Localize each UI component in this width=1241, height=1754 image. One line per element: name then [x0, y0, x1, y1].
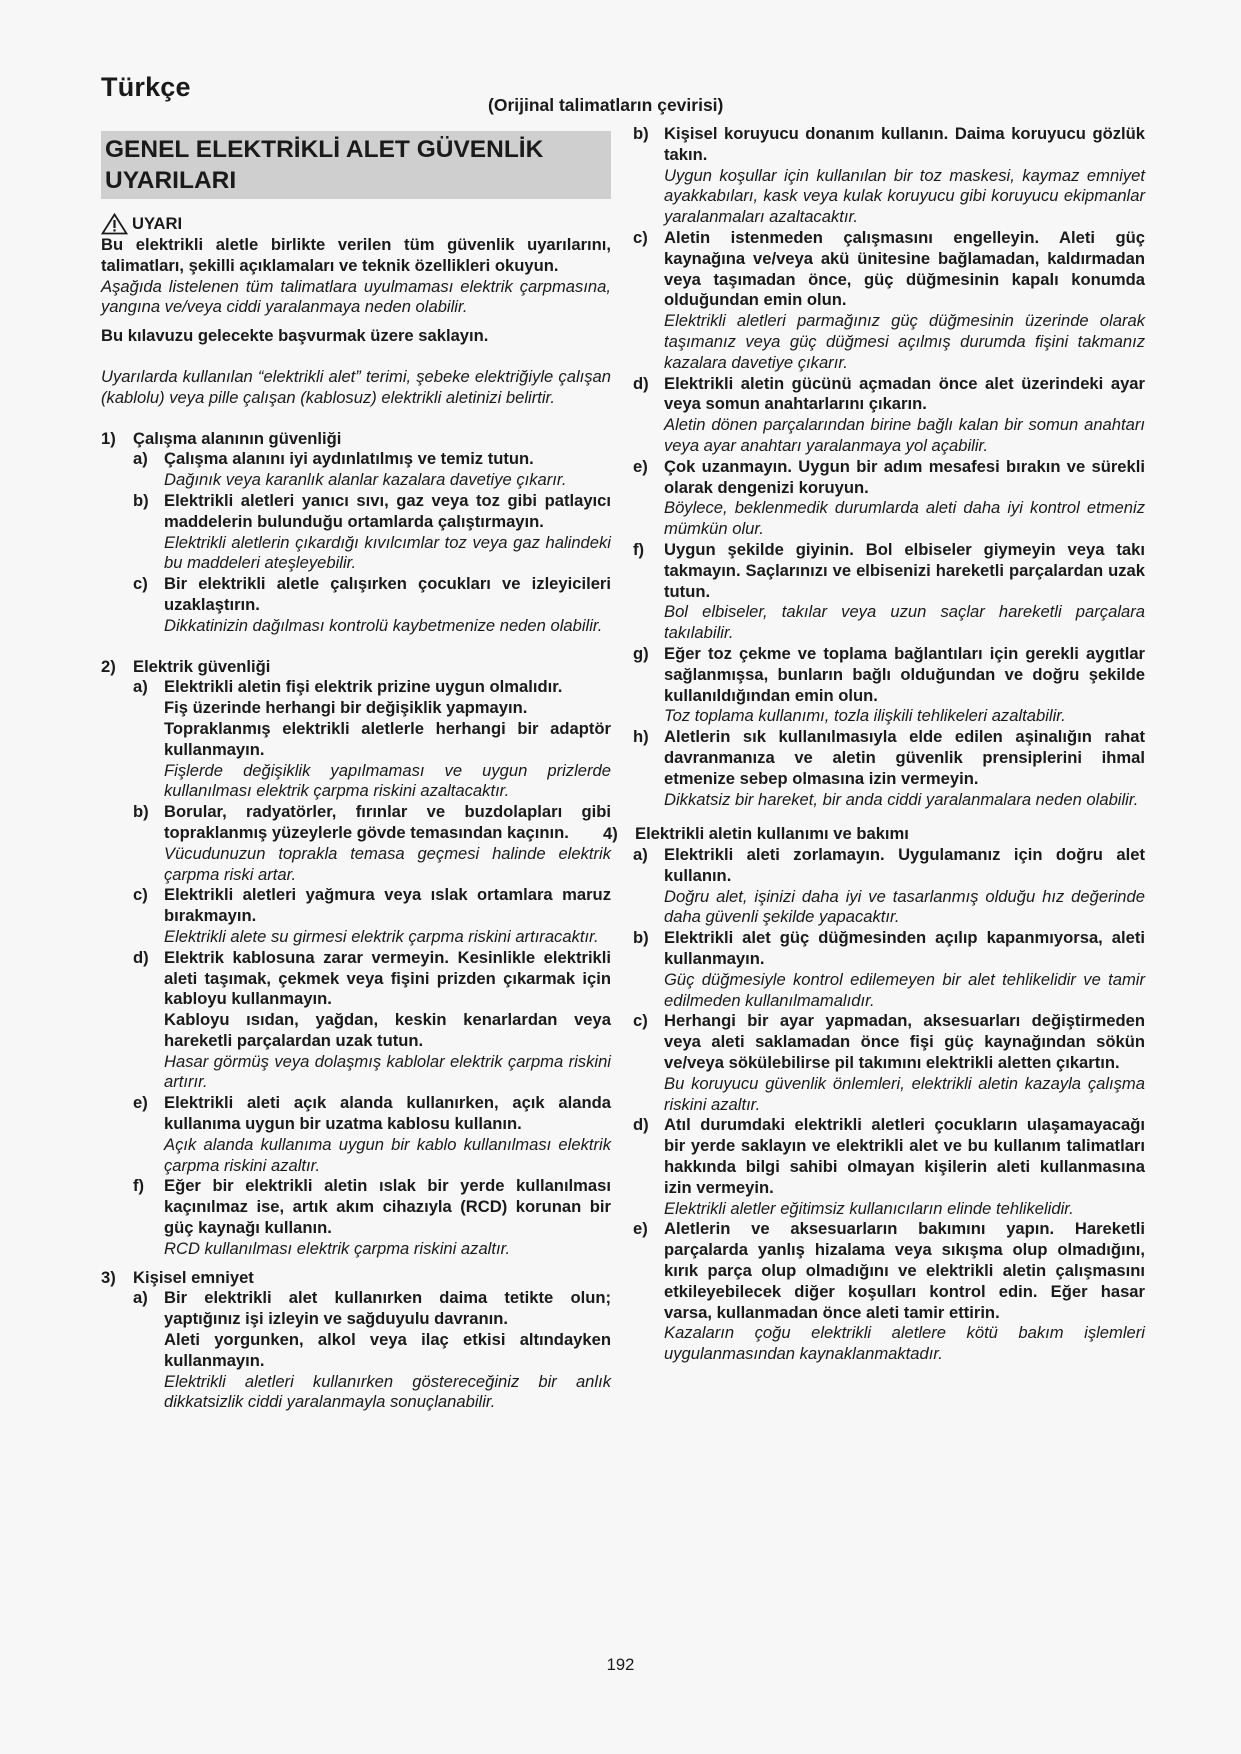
item-label: c) [133, 885, 148, 905]
item-explanation: Dikkatinizin dağılması kontrolü kaybetmenize neden olabilir. [164, 615, 603, 635]
item-label: e) [133, 1093, 148, 1113]
item-instruction: Çalışma alanını iyi aydınlatılmış ve temiz tutun. [164, 449, 534, 469]
item-label: b) [133, 490, 149, 510]
item-explanation: Dağınık veya karanlık alanlar kazalara davetiye çıkarır. [164, 470, 567, 490]
item-explanation: Kazaların çoğu elektrikli aletlere kötü bakım işlemleri uygulanmasından kaynaklanmaktadır. [664, 1323, 1145, 1364]
item-instruction: Uygun şekilde giyinin. Bol elbiseler giymeyin veya takı takmayın. Saçlarınızı ve elbisenizi hareketli parçalardan uzak tutun. [664, 539, 1145, 601]
section-heading [101, 1268, 611, 1289]
list-item [133, 948, 611, 1094]
item-explanation: Doğru alet, işinizi daha iyi ve tasarlanmış olduğu hız değerinde daha güvenli şekilde yapacaktır. [664, 886, 1145, 927]
warning-label: UYARI [132, 214, 183, 233]
item-label: b) [633, 928, 649, 948]
list-item [633, 228, 1145, 374]
item-label: c) [633, 227, 648, 247]
section-heading [101, 429, 611, 450]
item-label: b) [633, 124, 649, 143]
item-label: g) [633, 643, 649, 663]
item-instruction: Elektrik kablosuna zarar vermeyin. Kesinlikle elektrikli aleti taşımak, çekmek veya fişini prizden çıkarmak için kabloyu kullanmayın. [164, 947, 611, 1009]
item-explanation: Bol elbiseler, takılar veya uzun saçlar hareketli parçalara takılabilir. [664, 602, 1145, 643]
warning-bold-text: Bu elektrikli aletle birlikte verilen tüm güvenlik uyarılarını, talimatları, şekilli açıklamaları ve teknik özellikleri okuyun. [101, 235, 611, 275]
section-title: Elektrikli aletin kullanımı ve bakımı [635, 824, 909, 844]
list-item [633, 457, 1145, 540]
item-instruction: Borular, radyatörler, fırınlar ve buzdolapları gibi topraklanmış yüzeylerle gövde temasından kaçının. [164, 802, 611, 842]
section-title: Çalışma alanının güvenliği [133, 428, 342, 448]
save-manual-text: Bu kılavuzu gelecekte başvurmak üzere saklayın. [101, 326, 489, 346]
item-explanation: Elektrikli aletlerin çıkardığı kıvılcımlar toz veya gaz halindeki bu maddeleri ateşleyebilir. [164, 532, 611, 573]
item-explanation: Böylece, beklenmedik durumlarda aleti daha iyi kontrol etmeniz mümkün olur. [664, 498, 1145, 539]
item-label: a) [133, 449, 148, 469]
list-item [633, 1115, 1145, 1219]
item-label: f) [633, 539, 645, 559]
item-explanation: Açık alanda kullanıma uygun bir kablo kullanılması elektrik çarpma riskini azaltır. [164, 1134, 611, 1175]
item-label: d) [633, 373, 649, 393]
list-item [633, 845, 1145, 928]
banner-line-2: UYARILARI [105, 167, 237, 194]
section-number: 2) [101, 656, 116, 676]
list-item [633, 540, 1145, 644]
item-label: c) [633, 1011, 648, 1031]
item-instruction: Elektrikli aletleri yağmura veya ıslak ortamlara maruz bırakmayın. [164, 885, 611, 926]
item-instruction: Eğer bir elektrikli aletin ıslak bir yerde kullanılması kaçınılmaz ise, artık akım cihazıyla (RCD) korunan bir güç kaynağı kullanın. [164, 1176, 611, 1238]
item-label: c) [133, 574, 148, 594]
list-item [633, 727, 1145, 810]
list-item [133, 449, 611, 491]
list-item [133, 491, 611, 574]
item-instruction: Bir elektrikli alet kullanırken daima tetikte olun; yaptığınız işi izleyin ve sağduyulu davranın. [164, 1288, 611, 1329]
item-label: e) [633, 456, 648, 476]
item-instruction: Elektrikli aletin gücünü açmadan önce alet üzerindeki ayar veya somun anahtarlarını çıkarın. [664, 373, 1145, 414]
item-explanation: Bu koruyucu güvenlik önlemleri, elektrikli aletin kazayla çalışma riskini azaltır. [664, 1073, 1145, 1114]
right-column [603, 124, 1145, 1365]
item-instruction: Topraklanmış elektrikli aletlerle herhangi bir adaptör kullanmayın. [164, 718, 611, 759]
section-heading [101, 657, 611, 678]
warning-italic-text: Aşağıda listelenen tüm talimatlara uyulmaması elektrik çarpmasına, yangına ve/veya ciddi yaralanmaya neden olabilir. [101, 276, 611, 317]
item-label: a) [133, 1288, 148, 1308]
item-instruction: Elektrikli aleti açık alanda kullanırken, açık alanda kullanıma uygun bir uzatma kablosu kullanın. [164, 1093, 611, 1134]
section-heading [603, 824, 1145, 845]
item-instruction: Elektrikli alet güç düğmesinden açılıp kapanmıyorsa, aleti kullanmayın. [664, 928, 1145, 969]
item-instruction: Herhangi bir ayar yapmadan, aksesuarları değiştirmeden veya aleti saklamadan önce fişi güç kaynağından sökün ve/veya sökülebilirse pil takımını elektrikli aletten çıkartın. [664, 1011, 1145, 1073]
item-explanation: Elektrikli aletleri kullanırken göstereceğiniz bir anlık dikkatsizlik ciddi yaralanmayla sonuçlanabilir. [164, 1371, 611, 1412]
item-instruction: Çok uzanmayın. Uygun bir adım mesafesi bırakın ve sürekli olarak dengenizi koruyun. [664, 456, 1145, 497]
list-item [633, 1219, 1145, 1365]
left-column [101, 131, 611, 1413]
item-instruction: Eğer toz çekme ve toplama bağlantıları için gerekli aygıtlar sağlanmışsa, bunların bağlı olduğundan ve doğru şekilde kullanıldığından emin olun. [664, 643, 1145, 705]
item-instruction: Fiş üzerinde herhangi bir değişiklik yapmayın. [164, 698, 528, 718]
item-label: d) [133, 947, 149, 967]
page-number: 192 [606, 1655, 635, 1674]
item-label: f) [133, 1176, 145, 1196]
item-instruction: Elektrikli aleti zorlamayın. Uygulamanız için doğru alet kullanın. [664, 845, 1145, 885]
warning-heading [101, 213, 611, 235]
list-item [133, 1288, 611, 1413]
item-label: a) [633, 845, 648, 865]
item-explanation: Hasar görmüş veya dolaşmış kablolar elektrik çarpma riskini artırır. [164, 1051, 611, 1092]
list-item [633, 374, 1145, 457]
item-explanation: Elektrikli aletler eğitimsiz kullanıcıların elinde tehlikelidir. [664, 1198, 1074, 1218]
banner-line-1: GENEL ELEKTRİKLİ ALET GÜVENLİK [105, 136, 544, 163]
list-item [633, 1011, 1145, 1115]
section-title: Kişisel emniyet [133, 1267, 254, 1287]
list-item [133, 677, 611, 802]
item-instruction: Kabloyu ısıdan, yağdan, keskin kenarlardan veya hareketli parçalardan uzak tutun. [164, 1010, 611, 1050]
language-heading: Türkçe [101, 72, 191, 102]
item-instruction: Kişisel koruyucu donanım kullanın. Daima koruyucu gözlük takın. [664, 124, 1145, 164]
list-item [633, 928, 1145, 1011]
item-label: b) [133, 802, 149, 822]
item-explanation: Güç düğmesiyle kontrol edilemeyen bir alet tehlikelidir ve tamir edilmeden kullanılmamalıdır. [664, 969, 1145, 1010]
item-label: e) [633, 1219, 648, 1239]
item-explanation: Elektrikli aletleri parmağınız güç düğmesinin üzerinde olarak taşımanız veya güç düğmesi açılmış durumda fişini takmanız kazalara davetiye çıkarır. [664, 311, 1145, 372]
list-item [133, 802, 611, 885]
list-item [133, 574, 611, 636]
list-item [133, 1093, 611, 1176]
term-definition-text: Uyarılarda kullanılan “elektrikli alet” terimi, şebeke elektriğiyle çalışan (kablolu) veya pille çalışan (kablosuz) elektrikli aletinizi belirtir. [101, 366, 611, 407]
item-explanation: Dikkatsiz bir hareket, bir anda ciddi yaralanmalara neden olabilir. [664, 789, 1139, 809]
list-item [633, 124, 1145, 228]
item-instruction: Aletlerin sık kullanılmasıyla elde edilen aşinalığın rahat davranmanıza ve aletin güvenlik prensiplerini ihmal etmenize sebep olmasına izin vermeyin. [664, 727, 1145, 788]
section-number: 1) [101, 428, 116, 448]
item-instruction: Aletin istenmeden çalışmasını engelleyin. Aleti güç kaynağına ve/veya akü ünitesine bağlamadan, kaldırmadan veya taşımadan önce, güç düğmesinin kapalı konumda olduğundan emin olun. [664, 227, 1145, 310]
item-instruction: Aletlerin ve aksesuarların bakımını yapın. Hareketli parçalarda yanlış hizalama veya sıkışma olup olmadığını, kırık parça olup olmadığını ve elektrikli aletin çalışmasını etkileyebilecek diğer koşulları kontrol edin. Eğer hasar varsa, kullanmadan önce aleti tamir ettirin. [664, 1219, 1145, 1322]
item-instruction: Bir elektrikli aletle çalışırken çocukları ve izleyicileri uzaklaştırın. [164, 574, 611, 614]
item-label: d) [633, 1115, 649, 1135]
item-label: h) [633, 727, 649, 747]
item-instruction: Elektrikli aletleri yanıcı sıvı, gaz veya toz gibi patlayıcı maddelerin bulunduğu ortamlarda çalıştırmayın. [164, 490, 611, 531]
item-label: a) [133, 677, 148, 697]
list-item [133, 885, 611, 947]
item-explanation: Aletin dönen parçalarından birine bağlı kalan bir somun anahtarı veya ayar anahtarı yaralanmaya yol açabilir. [664, 415, 1145, 455]
item-explanation: Elektrikli alete su girmesi elektrik çarpma riskini artıracaktır. [164, 926, 599, 946]
item-instruction: Aleti yorgunken, alkol veya ilaç etkisi altındayken kullanmayın. [164, 1330, 611, 1370]
item-explanation: Vücudunuzun toprakla temasa geçmesi halinde elektrik çarpma riski artar. [164, 843, 611, 884]
item-explanation: RCD kullanılması elektrik çarpma riskini azaltır. [164, 1238, 511, 1258]
list-item [133, 1176, 611, 1259]
section-title: Elektrik güvenliği [133, 656, 271, 676]
item-explanation: Uygun koşullar için kullanılan bir toz maskesi, kaymaz emniyet ayakkabıları, kask veya kulak koruyucu gibi koruyucu ekipmanlar yaralanmaları azaltacaktır. [664, 165, 1145, 227]
item-instruction: Atıl durumdaki elektrikli aletleri çocukların ulaşamayacağı bir yerde saklayın ve elektrikli alet ve bu kullanım talimatları hakkında bilgi sahibi olmayan kişilerin aleti kullanmasına izin vermeyin. [664, 1115, 1145, 1197]
list-item [633, 644, 1145, 727]
item-explanation: Toz toplama kullanımı, tozla ilişkili tehlikeleri azaltabilir. [664, 706, 1066, 726]
translation-subtitle: (Orijinal talimatların çevirisi) [488, 95, 724, 115]
item-instruction: Elektrikli aletin fişi elektrik prizine uygun olmalıdır. [164, 677, 563, 697]
section-banner [101, 131, 611, 199]
warning-triangle-icon [101, 213, 128, 235]
section-number: 4) [603, 824, 618, 844]
item-explanation: Fişlerde değişiklik yapılmaması ve uygun prizlerde kullanılması elektrik çarpma riskini azaltacaktır. [164, 760, 611, 801]
section-number: 3) [101, 1267, 116, 1287]
